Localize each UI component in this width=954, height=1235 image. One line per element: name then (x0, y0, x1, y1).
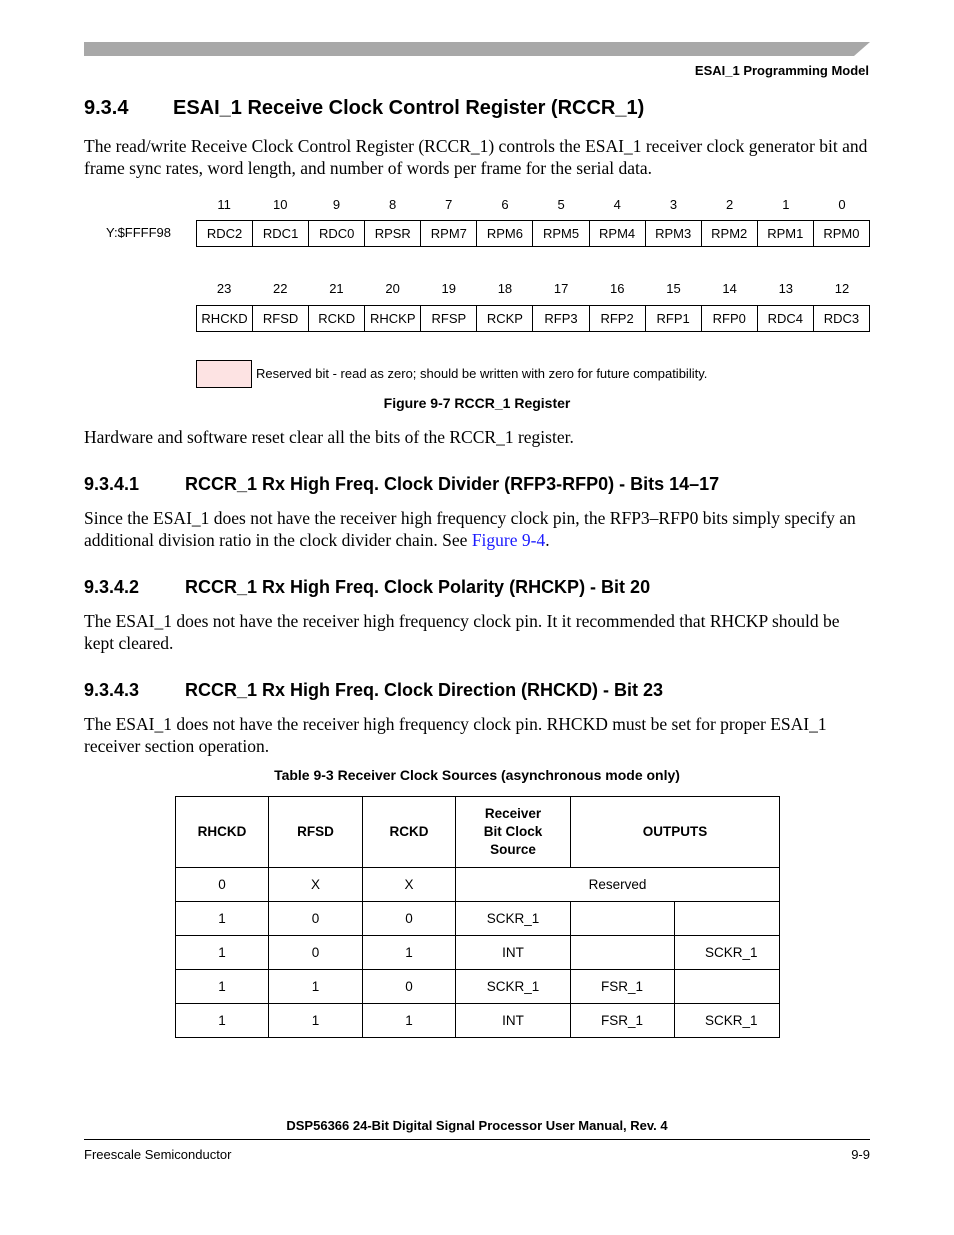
register-field: RPM2 (701, 221, 757, 246)
register-field: RHCKP (364, 306, 420, 331)
register-field: RPM3 (645, 221, 701, 246)
table-cell: X (363, 868, 456, 902)
subsection-number: 9.3.4.2 (84, 577, 140, 597)
table-header: OUTPUTS (571, 797, 780, 868)
running-header: ESAI_1 Programming Model (694, 63, 869, 78)
reserved-legend-swatch (196, 360, 252, 388)
subsection-heading (84, 577, 650, 598)
bit-number: 20 (385, 281, 400, 296)
bit-number: 18 (497, 281, 513, 296)
footer-company: Freescale Semiconductor (84, 1147, 232, 1162)
subsection-title: RCCR_1 Rx High Freq. Clock Direction (RHCKD) - Bit 23 (185, 680, 664, 700)
header-line: Bit Clock (483, 824, 543, 839)
bit-number: 13 (778, 281, 794, 296)
page-number: 9-9 (851, 1147, 870, 1162)
table-cell: FSR_1 (571, 1004, 675, 1038)
bit-number: 12 (834, 281, 850, 296)
table-cell: 1 (176, 1004, 269, 1038)
subsection-heading (84, 474, 719, 495)
header-bar (84, 42, 870, 56)
register-fields-high (196, 305, 870, 332)
register-field: RDC0 (308, 221, 364, 246)
register-field: RPM6 (476, 221, 532, 246)
table-cell: INT (456, 936, 571, 970)
subsection-number: 9.3.4.1 (84, 474, 140, 494)
register-field: RPM0 (813, 221, 869, 246)
table-cell: X (269, 868, 363, 902)
register-field: RPM5 (532, 221, 588, 246)
subsection-title: RCCR_1 Rx High Freq. Clock Polarity (RHCKP) - Bit 20 (185, 577, 651, 597)
bit-number: 2 (726, 197, 734, 212)
footer-divider (84, 1139, 870, 1140)
table-cell: 0 (176, 868, 269, 902)
bit-number: 5 (557, 197, 565, 212)
bit-number: 10 (273, 197, 288, 212)
register-field: RDC1 (252, 221, 308, 246)
register-field: RPM7 (420, 221, 476, 246)
section-number: 9.3.4 (84, 97, 129, 119)
table-header (456, 797, 571, 868)
table-cell: SCKR_1 (675, 1004, 780, 1038)
table-cell: 1 (176, 902, 269, 936)
footer-title: DSP56366 24-Bit Digital Signal Processor User Manual, Rev. 4 (286, 1118, 668, 1133)
section-intro: The read/write Receive Clock Control Register (RCCR_1) controls the ESAI_1 receiver clock generator bit and frame sync rates, word length, and number of words per frame for the serial data. (84, 136, 868, 178)
table-row (176, 936, 780, 970)
table-cell (571, 936, 675, 970)
table-cell: 0 (269, 936, 363, 970)
table-header: RFSD (269, 797, 363, 868)
register-field: RCKP (476, 306, 532, 331)
register-field: RDC3 (813, 306, 869, 331)
table-cell: 1 (269, 1004, 363, 1038)
bit-number: 3 (669, 197, 678, 212)
table-cell: FSR_1 (571, 970, 675, 1004)
table-row (176, 902, 780, 936)
bit-number: 22 (273, 281, 288, 296)
register-field: RFP0 (701, 306, 757, 331)
header-line: Source (490, 842, 536, 857)
table-header-row (176, 797, 780, 868)
bit-number: 17 (553, 281, 569, 296)
table-cell (675, 970, 780, 1004)
reserved-legend-text: Reserved bit - read as zero; should be written with zero for future compatibility. (256, 366, 708, 381)
register-field: RCKD (308, 306, 364, 331)
subsection-heading (84, 680, 663, 701)
register-field: RFSP (420, 306, 476, 331)
register-address: Y:$FFFF98 (106, 225, 172, 240)
subsection-number: 9.3.4.3 (84, 680, 140, 700)
table-cell: INT (456, 1004, 571, 1038)
subsection-text-start: Since the ESAI_1 does not have the receiver high frequency clock pin, the RFP3–RFP0 bits simply specify an additional division ratio in the clock divider chain. See (84, 508, 856, 550)
figure-link[interactable]: Figure 9-4 (471, 530, 546, 550)
bit-numbers-high (196, 281, 870, 296)
register-field: RDC4 (757, 306, 813, 331)
table-cell: 1 (363, 936, 456, 970)
register-field: RFSD (252, 306, 308, 331)
subsection-text (84, 507, 874, 551)
register-field: RFP1 (645, 306, 701, 331)
register-field: RFP2 (589, 306, 645, 331)
table-cell: 1 (176, 970, 269, 1004)
subsection-text-end: . (545, 530, 550, 550)
table-cell: 0 (363, 970, 456, 1004)
table-cell: 1 (363, 1004, 456, 1038)
table-cell: SCKR_1 (456, 902, 571, 936)
section-title: ESAI_1 Receive Clock Control Register (RCCR_1) (173, 97, 645, 119)
register-field: RPM1 (757, 221, 813, 246)
receiver-clock-sources-table (175, 796, 780, 1038)
register-field: RPM4 (589, 221, 645, 246)
subsection-title: RCCR_1 Rx High Freq. Clock Divider (RFP3-RFP0) - Bits 14–17 (185, 474, 720, 494)
subsection-text: The ESAI_1 does not have the receiver high frequency clock pin. RHCKD must be set for proper ESAI_1 receiver section operation. (84, 714, 827, 756)
table-caption: Table 9-3 Receiver Clock Sources (asynchronous mode only) (274, 767, 680, 783)
bit-number: 7 (445, 197, 453, 212)
table-cell: SCKR_1 (456, 970, 571, 1004)
bit-number: 8 (388, 197, 397, 212)
register-field: RPSR (364, 221, 420, 246)
register-field: RDC2 (206, 226, 243, 241)
bit-number: 16 (610, 281, 625, 296)
bit-number: 0 (838, 197, 846, 212)
bit-number: 21 (329, 281, 344, 296)
table-row (176, 1004, 780, 1038)
table-row (176, 868, 780, 902)
table-cell: 1 (176, 936, 269, 970)
register-field: RHCKD (201, 311, 248, 326)
bit-number: 15 (666, 281, 681, 296)
table-cell: SCKR_1 (675, 936, 780, 970)
subsection-text: The ESAI_1 does not have the receiver high frequency clock pin. It it recommended that RHCKP should be kept cleared. (84, 611, 840, 653)
table-header: RCKD (363, 797, 456, 868)
bit-number: 11 (217, 197, 231, 212)
table-cell (571, 902, 675, 936)
table-cell: 1 (269, 970, 363, 1004)
bit-number: 19 (441, 281, 456, 296)
table-cell: 0 (269, 902, 363, 936)
bit-numbers-low (196, 197, 870, 212)
bit-number: 4 (613, 197, 621, 212)
section-heading (84, 97, 644, 120)
bit-number: 9 (332, 197, 341, 212)
table-cell: Reserved (456, 868, 780, 902)
reset-text: Hardware and software reset clear all the bits of the RCCR_1 register. (84, 427, 574, 447)
table-row (176, 970, 780, 1004)
table-header: RHCKD (176, 797, 269, 868)
figure-caption: Figure 9-7 RCCR_1 Register (383, 395, 571, 411)
register-field: RFP3 (532, 306, 588, 331)
bit-number: 23 (216, 281, 232, 296)
bit-number: 1 (782, 197, 790, 212)
bit-number: 6 (501, 197, 509, 212)
table-cell: 0 (363, 902, 456, 936)
table-cell (675, 902, 780, 936)
register-fields-low (196, 220, 870, 247)
bit-number: 14 (722, 281, 737, 296)
header-line: Receiver (484, 806, 542, 821)
